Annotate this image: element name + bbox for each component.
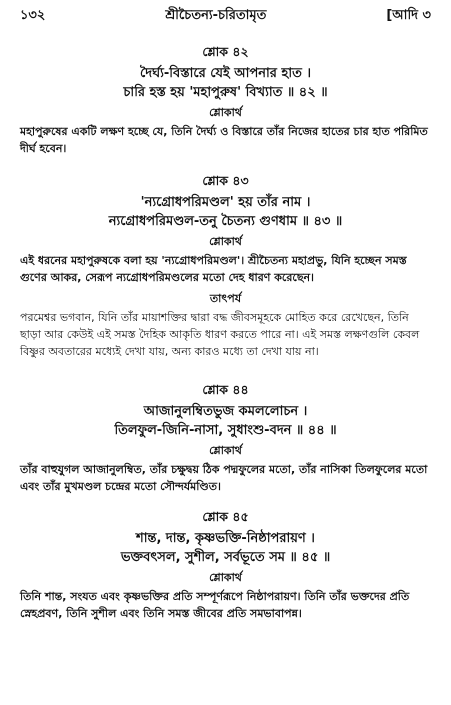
verse-45-line1: শান্ত, দান্ত, কৃষ্ণভক্তি-নিষ্ঠাপরায়ণ । xyxy=(136,531,315,546)
verse-43-purport: পরমেশ্বর ভগবান, যিনি তাঁর মায়াশক্তির দ্বারা বদ্ধ জীবসমূহকে মোহিত করে রেখেছেন, তিনি ছাড়া আর কেউই এই সমস্ত দৈহিক আকৃতি ধারণ করতে পারে না। এই সমস্ত লক্ষণগুলি কেবল বিষ্ণুর অবতারের মধ্যেই দেখা যায়, অন্য কারও মধ্যে তা দেখা যায় না। xyxy=(20,311,420,358)
verse-42-label: শ্লোক ৪২ xyxy=(202,44,249,59)
verse-43-line2: ন্যগ্রোধপরিমণ্ডল-তনু চৈতন্য গুণধাম ॥ ৪৩ ॥ xyxy=(108,214,343,229)
verse-42-line2: চারি হস্ত হয় 'মহাপুরুষ' বিখ্যাত ॥ ৪২ ॥ xyxy=(123,85,328,100)
verse-43-line1: 'ন্যগ্রোধপরিমণ্ডল' হয় তাঁর নাম । xyxy=(140,195,311,210)
verse-43-translation-label: শ্লোকার্থ xyxy=(209,235,242,248)
verse-45 xyxy=(20,509,431,567)
verse-44-translation: তাঁর বাহুযুগল আজানুলম্বিত, তাঁর চক্ষুদ্বয় ঠিক পদ্মফুলের মতো, তাঁর নাসিকা তিলফুলের মতো এবং তাঁর মুখমণ্ডল চন্দ্রের মতো সৌন্দর্যমণ্ডিত। xyxy=(20,463,428,493)
verse-44-line2: তিলফুল-জিনি-নাসা, সুধাংশু-বদন ॥ ৪৪ ॥ xyxy=(114,423,337,438)
chapter-label: [আদি ৩ xyxy=(386,8,431,23)
verse-43-purport-label: তাৎপর্য xyxy=(209,292,242,305)
page-number: ১৩২ xyxy=(20,8,46,23)
verse-45-line2: ভক্তবৎসল, সুশীল, সর্বভূতে সম ॥ ৪৫ ॥ xyxy=(120,550,331,565)
verse-43-label: শ্লোক ৪৩ xyxy=(202,173,249,188)
page-header xyxy=(20,6,431,30)
verse-42-line1: দৈর্ঘ্য-বিস্তারে যেই আপনার হাত । xyxy=(139,66,312,81)
verse-42-translation-label: শ্লোকার্থ xyxy=(209,106,242,119)
verse-42 xyxy=(20,44,431,102)
verse-44-line1: আজানুলম্বিতভুজ কমললোচন । xyxy=(143,404,308,419)
verse-44-translation-label: শ্লোকার্থ xyxy=(209,444,242,457)
verse-44 xyxy=(20,382,431,440)
book-title: শ্রীচৈতন্য-চরিতামৃত xyxy=(165,8,267,23)
verse-42-translation: মহাপুরুষের একটি লক্ষণ হচ্ছে যে, তিনি দৈর্ঘ্য ও বিস্তারে তাঁর নিজের হাতের চার হাত পরিমিত দীর্ঘ হবেন। xyxy=(20,125,428,155)
verse-44-label: শ্লোক ৪৪ xyxy=(202,382,249,397)
verse-43-translation: এই ধরনের মহাপুরুষকে বলা হয় 'ন্যগ্রোধপরিমণ্ডল'। শ্রীচৈতন্য মহাপ্রভু, যিনি হচ্ছেন সমস্ত গুণের আকর, সেরূপ ন্যগ্রোধপরিমণ্ডলের মতো দেহ ধারণ করেছেন। xyxy=(20,254,407,284)
verse-45-label: শ্লোক ৪৫ xyxy=(202,509,249,524)
verse-45-translation: তিনি শান্ত, সংযত এবং কৃষ্ণভক্তির প্রতি সম্পূর্ণরূপে নিষ্ঠাপরায়ণ। তিনি তাঁর ভক্তদের প্রতি স্নেহপ্রবণ, তিনি সুশীল এবং তিনি সমস্ত জীবের প্রতি সমভাবাপন্ন। xyxy=(20,590,410,620)
verse-43 xyxy=(20,173,431,231)
verse-45-translation-label: শ্লোকার্থ xyxy=(209,571,242,584)
